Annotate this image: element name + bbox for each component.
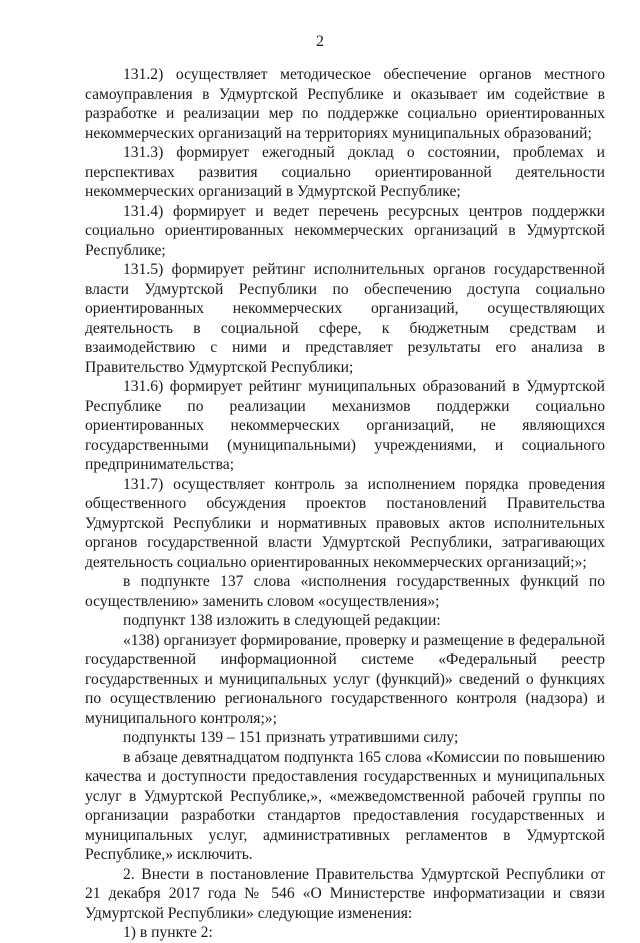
paragraph-subpoint-165: в абзаце девятнадцатом подпункта 165 слова «Комиссии по повышению качества и доступности предоставления государственных и муниципальных услуг в Удмуртской Республике,», «межведомственной рабочей группы по организации разработки стандартов предоставления государственных и муниципальных услуг, административных регламентов в Удмуртской Республике,» исключить. — [85, 748, 605, 863]
page-number: 2 — [316, 33, 324, 50]
paragraph-item-2-sub-1: 1) в пункте 2: — [123, 924, 213, 941]
paragraph-subpoint-138-intro: подпункт 138 изложить в следующей редакции: — [123, 612, 441, 629]
paragraph-131-2: 131.2) осуществляет методическое обеспечение органов местного самоуправления в Удмуртской Республике и оказывает им содействие в разработке и реализации мер по поддержке социально ориентированных некоммерческих организаций на территориях муниципальных образований; — [85, 66, 605, 142]
paragraph-subpoint-137: в подпункте 137 слова «исполнения государственных функций по осуществлению» заменить словом «осуществления»; — [85, 573, 605, 610]
paragraph-131-5: 131.5) формирует рейтинг исполнительных органов государственной власти Удмуртской Республики по обеспечению доступа социально ориентированных некоммерческих организаций, осуществляющих деятельность в социальной сфере, к бюджетным средствам и взаимодействию с ними и представляет результаты его анализа в Правительство Удмуртской Республики; — [85, 261, 605, 376]
paragraph-item-2: 2. Внести в постановление Правительства Удмуртской Республики от 21 декабря 2017 года № 546 «О Министерстве информатизации и связи Удмуртской Республики» следующие изменения: — [85, 865, 605, 922]
paragraph-131-7: 131.7) осуществляет контроль за исполнением порядка проведения общественного обсуждения проектов постановлений Правительства Удмуртской Республики и нормативных правовых актов исполнительных органов государственной власти Удмуртской Республики, затрагивающих деятельность социально ориентированных некоммерческих организаций;»; — [85, 475, 605, 571]
paragraph-subpoint-138-text: «138) организует формирование, проверку и размещение в федеральной государственной информационной системе «Федеральный реестр государственных и муниципальных услуг (функций)» сведений о функциях по осуществлению регионального государственного контроля (надзора) и муниципального контроля;»; — [85, 631, 605, 727]
paragraph-subpoints-139-151: подпункты 139 – 151 признать утратившими силу; — [123, 729, 459, 746]
paragraph-131-4: 131.4) формирует и ведет перечень ресурсных центров поддержки социально ориентированных некоммерческих организаций в Удмуртской Республике; — [85, 202, 605, 259]
document-body — [85, 65, 605, 943]
paragraph-131-6: 131.6) формирует рейтинг муниципальных образований в Удмуртской Республике по реализации механизмов поддержки социально ориентированных некоммерческих организаций, не являющихся государственными (муниципальными) учреждениями, и социального предпринимательства; — [85, 378, 605, 473]
paragraph-131-3: 131.3) формирует ежегодный доклад о состоянии, проблемах и перспективах развития социально ориентированной деятельности некоммерческих организаций в Удмуртской Республике; — [85, 144, 605, 200]
